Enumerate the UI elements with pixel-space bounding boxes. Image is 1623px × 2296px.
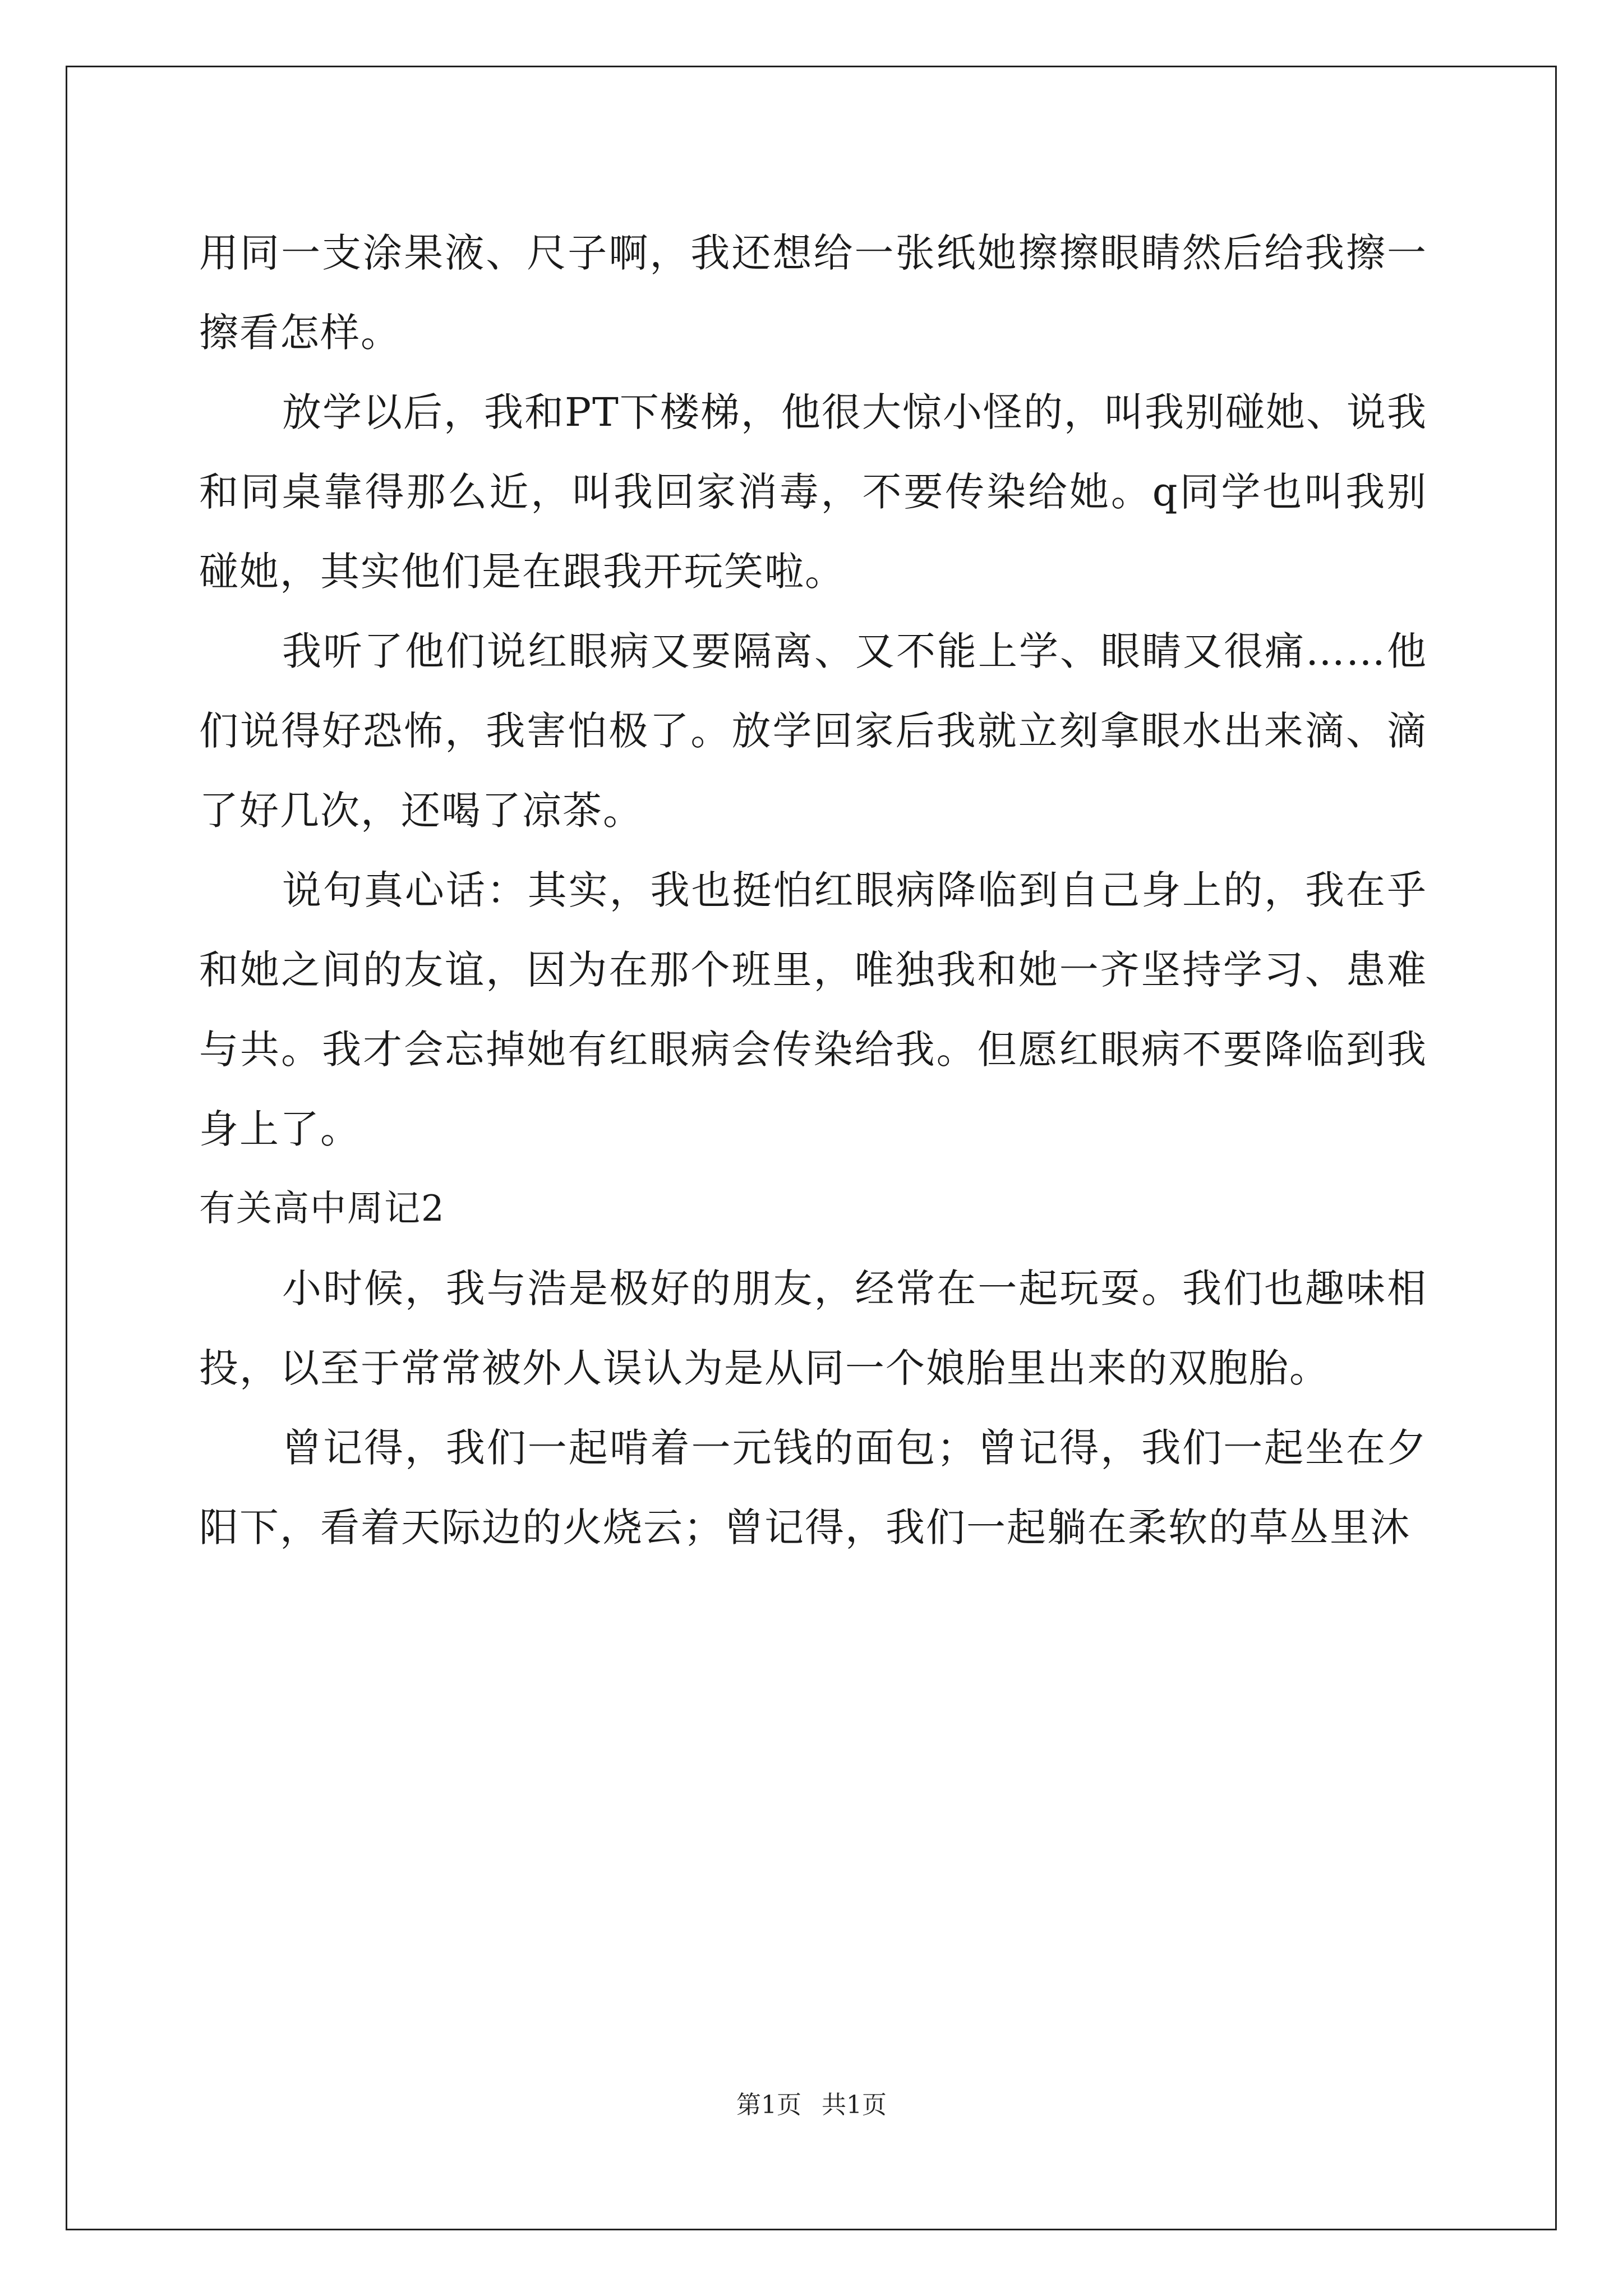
page-total: 共1页 <box>822 2091 887 2119</box>
document-body <box>199 213 1427 1567</box>
paragraph: 用同一支涂果液、尺子啊，我还想给一张纸她擦擦眼睛然后给我擦一擦看怎样。 <box>199 230 1427 356</box>
section-heading: 有关高中周记2 <box>199 1188 445 1230</box>
paragraph: 小时候，我与浩是极好的朋友，经常在一起玩耍。我们也趣味相投，以至于常常被外人误认为是从同一个娘胎里出来的双胞胎。 <box>199 1266 1427 1391</box>
paragraph: 我听了他们说红眼病又要隔离、又不能上学、眼睛又很痛……他们说得好恐怖，我害怕极了。放学回家后我就立刻拿眼水出来滴、滴了好几次，还喝了凉茶。 <box>199 628 1427 834</box>
page-footer <box>0 2085 1623 2120</box>
paragraph: 说句真心话：其实，我也挺怕红眼病降临到自己身上的，我在乎和她之间的友谊，因为在那个班里，唯独我和她一齐坚持学习、患难与共。我才会忘掉她有红眼病会传染给我。但愿红眼病不要降临到我身上了。 <box>199 867 1427 1152</box>
paragraph: 曾记得，我们一起啃着一元钱的面包；曾记得，我们一起坐在夕阳下，看着天际边的火烧云；曾记得，我们一起躺在柔软的草丛里沐 <box>199 1425 1427 1550</box>
paragraph: 放学以后，我和PT下楼梯，他很大惊小怪的，叫我别碰她、说我和同桌靠得那么近，叫我回家消毒，不要传染给她。q同学也叫我别碰她，其实他们是在跟我开玩笑啦。 <box>199 389 1427 595</box>
page-number: 第1页 <box>736 2091 801 2119</box>
